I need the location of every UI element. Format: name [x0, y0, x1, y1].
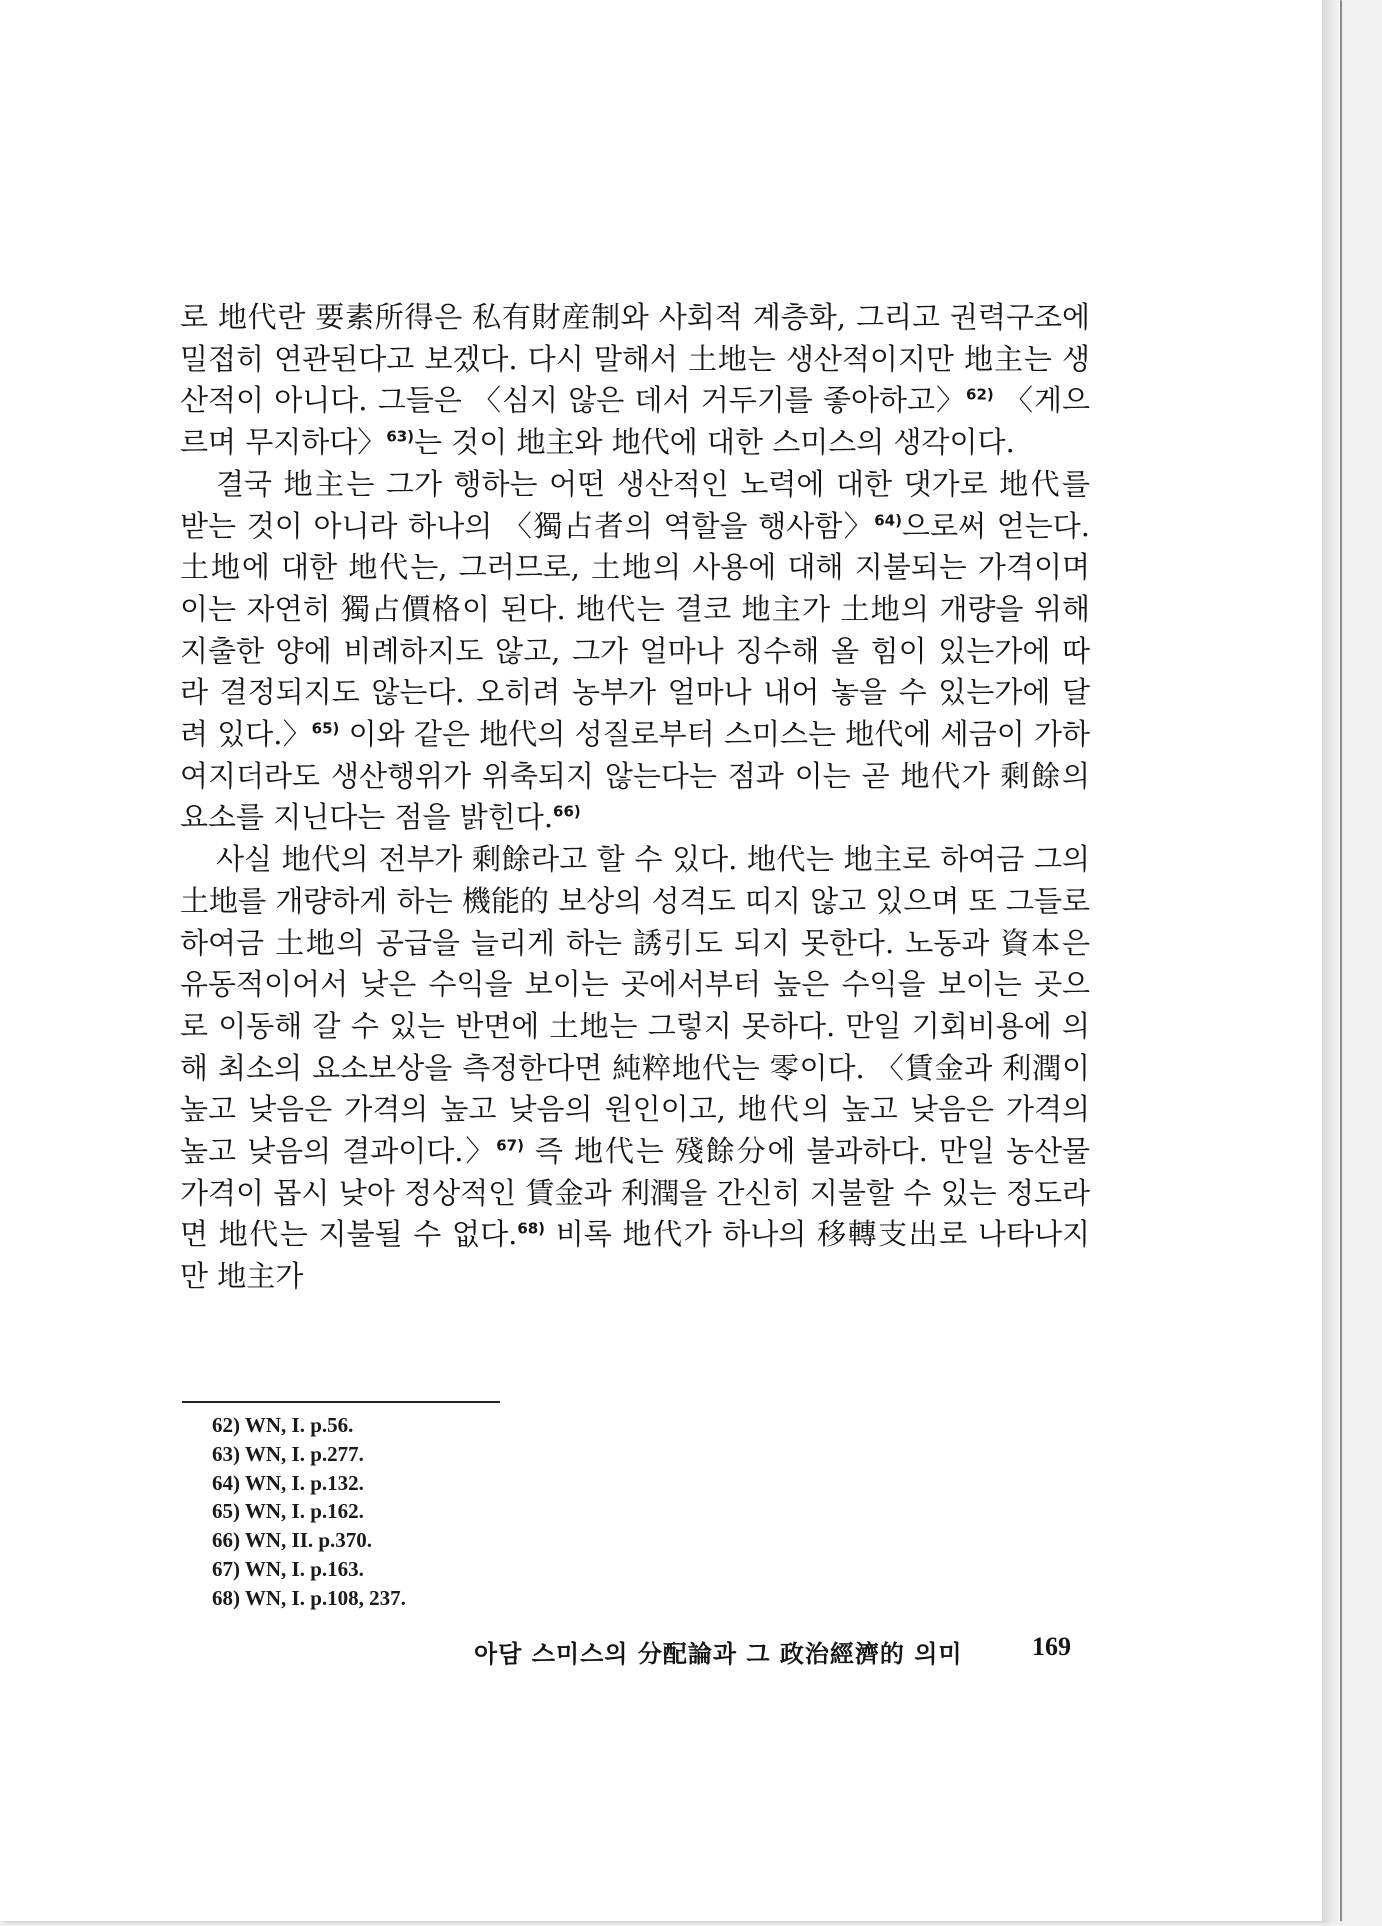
footnote: 67) WN, I. p.163.: [212, 1556, 364, 1581]
footnote: 66) WN, II. p.370.: [212, 1528, 373, 1553]
paragraph-3: [180, 839, 1090, 1298]
paragraph-2: [180, 464, 1090, 839]
text-segment: 사실 地代의 전부가 剩餘라고 할 수 있다. 地代는 地主로 하여금 그의 土地를 개량하게 하는 機能的 보상의 성격도 띠지 않고 있으며 또 그들로 하여금 土地의 공급을 늘리게 하는 誘引도 되지 못한다. 노동과 資本은 유동적이어서 낮은 수익을 보이는 곳에서부터 높은 수익을 보이는 곳으로 이동해 갈 수 있는 반면에 土地는 그렇지 못하다. 만일 기회비용에 의해 최소의 요소보상을 측정한다면 純粹地代는 零이다. 〈賃金과 利潤이 높고 낮음은 가격의 높고 낮음의 원인이고, 地代의 높고 낮음은 가격의 높고 낮음의 결과이다.〉: [180, 842, 1090, 1169]
footnote-ref: 63): [386, 427, 415, 446]
footnote-ref: 68): [517, 1219, 546, 1238]
text-segment: 로 地代란 要素所得은 私有財産制와 사회적 계층화, 그리고 권력구조에 밀접히 연관된다고 보겠다. 다시 말해서 土地는 생산적이지만 地主는 생산적이 아니다. 그들은 〈심지 않은 데서 거두기를 좋아하고〉: [180, 300, 1090, 418]
footnote: 63) WN, I. p.277.: [212, 1441, 364, 1466]
body-text: [180, 297, 1090, 1298]
text-segment: 〈게으르며 무지하다〉: [180, 383, 1091, 460]
footnote-divider: [182, 1401, 500, 1403]
text-segment: 즉 地代는 殘餘分에 불과하다. 만일 농산물 가격이 몹시 낮아 정상적인 賃金과 利潤을 간신히 지불할 수 있는 정도라면 地代는 지불될 수 없다.: [180, 1134, 1091, 1252]
footnote-ref: 66): [553, 802, 581, 821]
footnote: 65) WN, I. p.162.: [212, 1499, 364, 1524]
text-segment: 비록 地代가 하나의 移轉支出로 나타나지만 地主가: [180, 1217, 1090, 1294]
footnote-ref: 62): [966, 385, 994, 404]
paragraph-1: [180, 297, 1090, 464]
footnote: 62) WN, I. p.56.: [212, 1413, 354, 1437]
page-edge: [1322, 0, 1342, 1921]
text-segment: 이와 같은 地代의 성질로부터 스미스는 地代에 세금이 가하여지더라도 생산행위가 위축되지 않는다는 점과 이는 곧 地代가 剩餘의 요소를 지닌다는 점을 밝힌다.: [180, 717, 1091, 835]
footnote: 64) WN, I. p.132.: [212, 1470, 364, 1495]
footnote: 68) WN, I. p.108, 237.: [212, 1585, 406, 1610]
page-number: 169: [1032, 1632, 1071, 1661]
text-segment: 는 것이 地主와 地代에 대한 스미스의 생각이다.: [414, 425, 1015, 460]
text-segment: 으로써 얻는다. 土地에 대한 地代는, 그러므로, 土地의 사용에 대해 지불되는 가격이며 이는 자연히 獨占價格이 된다. 地代는 결코 地主가 土地의 개량을 위해 지출한 양에 비례하지도 않고, 그가 얼마나 징수해 올 힘이 있는가에 따라 결정되지도 않는다. 오히려 농부가 얼마나 내어 놓을 수 있는가에 달려 있다.〉: [180, 508, 1090, 752]
footnote-ref: 64): [874, 510, 902, 529]
footnotes: [212, 1411, 406, 1613]
text-segment: 결국 地主는 그가 행하는 어떤 생산적인 노력에 대한 댓가로 地代를 받는 것이 아니라 하나의 〈獨占者의 역할을 행사함〉: [180, 466, 1090, 543]
footnote-ref: 65): [311, 719, 340, 738]
footnote-ref: 67): [496, 1136, 524, 1155]
running-footer: 아담 스미스의 分配論과 그 政治經濟的 의미: [474, 1639, 963, 1668]
